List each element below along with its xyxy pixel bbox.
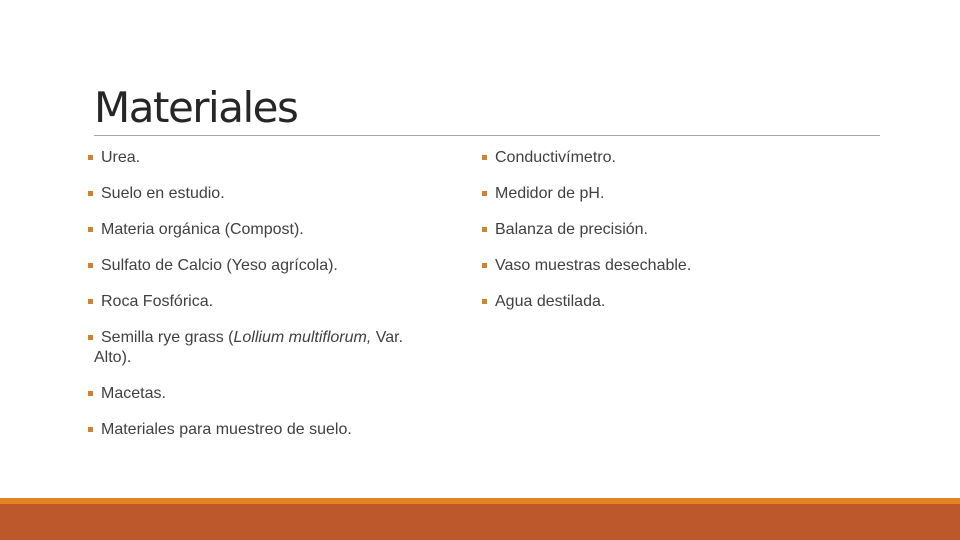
list-item [482, 148, 882, 168]
list-item-text: Materia orgánica (Compost). [101, 221, 304, 238]
footer-bar [0, 504, 960, 540]
semilla-continuation-text: Alto). [94, 349, 132, 366]
square-bullet-icon [88, 299, 93, 304]
square-bullet-icon [88, 227, 93, 232]
list-item [482, 220, 882, 240]
right-bullet-list [482, 148, 882, 328]
square-bullet-icon [88, 263, 93, 268]
semilla-italic-text: Lollium multiflorum, [233, 329, 372, 346]
list-item-text: Conductivímetro. [495, 149, 616, 166]
square-bullet-icon [88, 427, 93, 432]
list-item-text: Suelo en estudio. [101, 185, 225, 202]
list-item [88, 384, 458, 404]
square-bullet-icon [88, 391, 93, 396]
list-item-text: Sulfato de Calcio (Yeso agrícola). [101, 257, 338, 274]
title-divider [94, 135, 880, 136]
list-item [88, 148, 458, 168]
square-bullet-icon [482, 191, 487, 196]
list-item-text: Macetas. [101, 385, 166, 402]
list-item-text: Roca Fosfórica. [101, 293, 214, 310]
square-bullet-icon [482, 155, 487, 160]
square-bullet-icon [88, 335, 93, 340]
list-item [482, 256, 882, 276]
list-item [482, 184, 882, 204]
list-item [88, 220, 458, 240]
list-item [88, 420, 458, 440]
list-item-text: Balanza de precisión. [495, 221, 648, 238]
list-item-text: Urea. [101, 149, 141, 166]
list-item [482, 292, 882, 312]
list-item-text: Medidor de pH. [495, 185, 605, 202]
square-bullet-icon [482, 299, 487, 304]
semilla-text: Semilla rye grass ( [101, 329, 234, 346]
square-bullet-icon [482, 263, 487, 268]
semilla-suffix-text: Var. [371, 329, 404, 346]
slide-title: Materiales [94, 83, 298, 132]
list-item [88, 292, 458, 312]
list-item [88, 256, 458, 276]
list-item-semilla [88, 328, 458, 368]
list-item [88, 184, 458, 204]
list-item-text: Materiales para muestreo de suelo. [101, 421, 352, 438]
list-item-text: Agua destilada. [495, 293, 606, 310]
left-bullet-list [88, 148, 458, 456]
square-bullet-icon [88, 155, 93, 160]
square-bullet-icon [482, 227, 487, 232]
square-bullet-icon [88, 191, 93, 196]
list-item-text: Vaso muestras desechable. [495, 257, 692, 274]
